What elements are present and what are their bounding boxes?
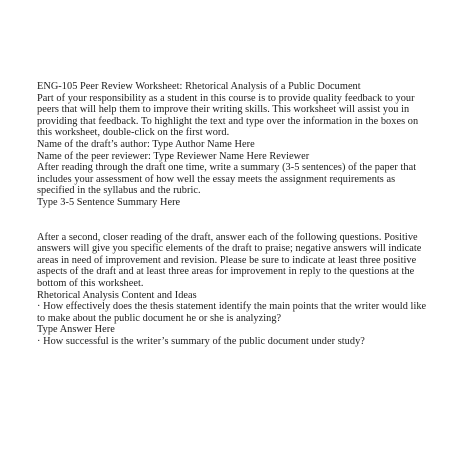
author-name-line: Name of the draft’s author: Type Author Name Here <box>37 138 255 150</box>
worksheet-text <box>37 81 429 347</box>
section-heading: Rhetorical Analysis Content and Ideas <box>37 289 197 301</box>
blank-gap <box>37 209 429 232</box>
second-reading-instructions: After a second, closer reading of the draft, answer each of the following questions. Positive answers will give you specific elements of the draft to praise; negative answers will indicate areas in need of improvement and revision. Please be sure to indicate at least three positive aspects of the draft and at least three areas for improvement in reply to the questions at the bottom of this worksheet. <box>37 231 422 289</box>
question-thesis: · How effectively does the thesis statement identify the main points that the writer would like to make about the public document he or she is analyzing? <box>37 301 427 324</box>
summary-instructions: After reading through the draft one time, write a summary (3-5 sentences) of the paper that includes your assessment of how well the essay meets the assignment requirements as specified in the syllabus and the rubric. <box>37 162 417 197</box>
question-summary: · How successful is the writer’s summary of the public document under study? <box>37 335 365 347</box>
summary-placeholder: Type 3-5 Sentence Summary Here <box>37 196 181 208</box>
intro-paragraph: Part of your responsibility as a student in this course is to provide quality feedback to your peers that will help them to improve their writing skills. This worksheet will assist you in providing that feedback. To highlight the text and type over the information in the boxes on this worksheet, double-click on the first word. <box>37 92 419 139</box>
answer-placeholder: Type Answer Here <box>37 324 115 336</box>
reviewer-name-line: Name of the peer reviewer: Type Reviewer Name Here Reviewer <box>37 150 310 162</box>
document-title: ENG-105 Peer Review Worksheet: Rhetorical Analysis of a Public Document <box>37 81 361 92</box>
